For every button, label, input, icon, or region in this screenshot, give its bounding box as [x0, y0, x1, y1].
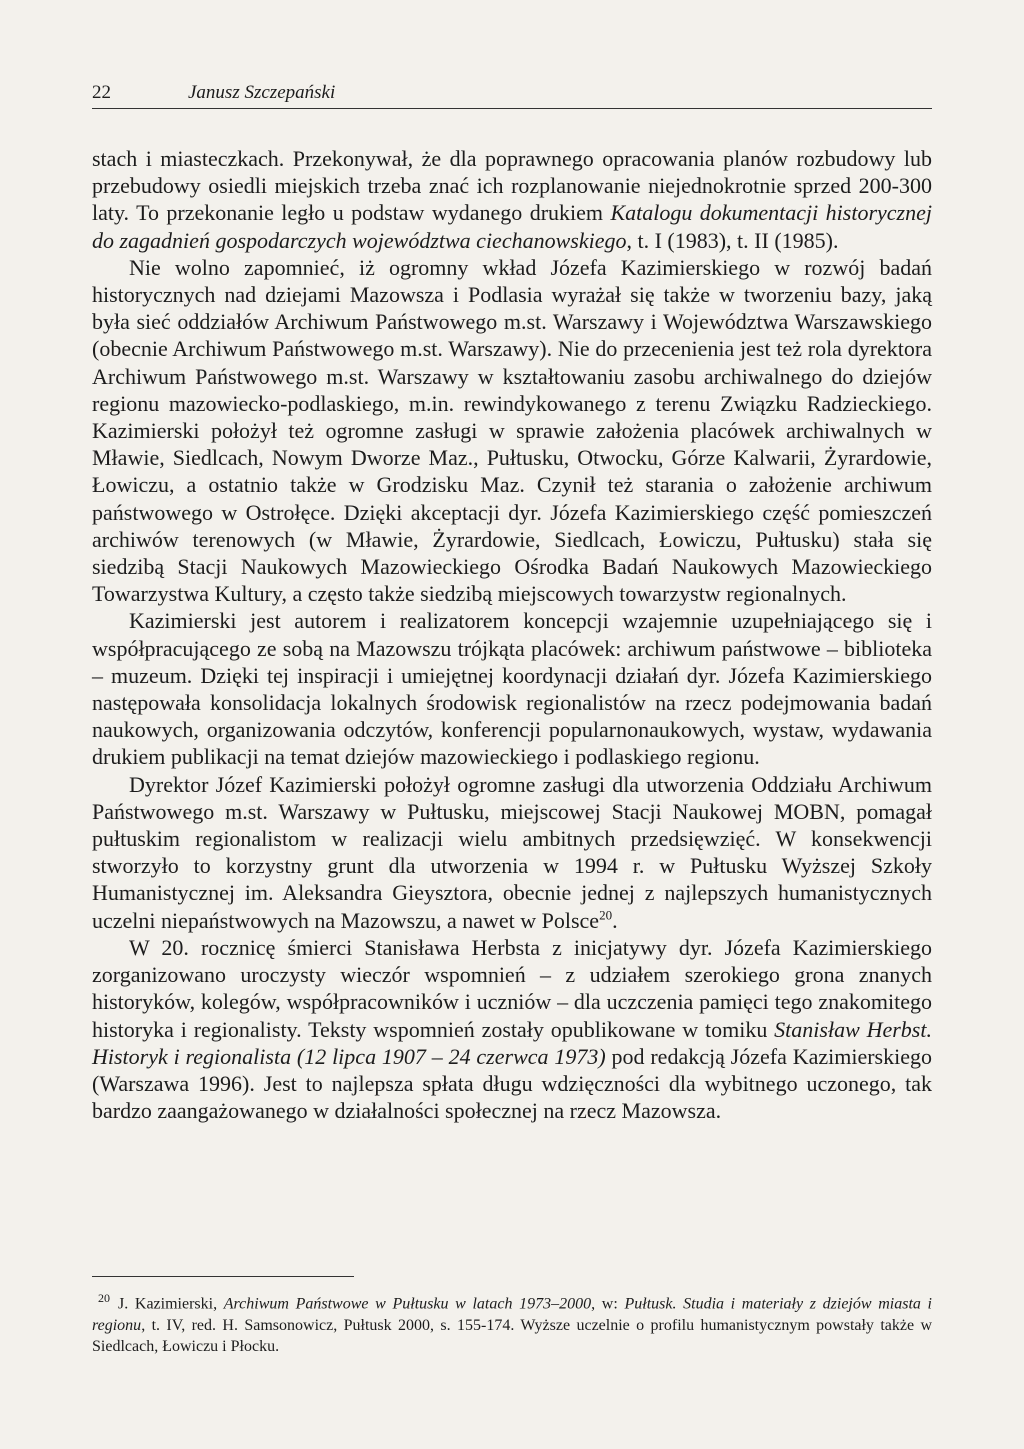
running-header — [92, 68, 932, 109]
footnote-text-a: J. Kazimierski, — [118, 1295, 224, 1313]
paragraph-5 — [92, 934, 932, 1124]
footnote-number: 20 — [98, 1291, 110, 1305]
paragraph-1-italic-title: Katalogu dokumentacji historycznej do zagadnień gospodarczych województwa ciechanowskiego — [92, 200, 932, 253]
paragraph-3: Kazimierski jest autorem i realizatorem koncepcji wzajemnie uzupełniającego się i współpracującego ze sobą na Mazowszu trójkąta placówek: archiwum państwowe – biblioteka – muzeum. Dzięki tej inspiracji i umiejętnej koordynacji działań dyr. Józefa Kazimierskiego następowała konsolidacja lokalnych środowisk regionalistów na rzecz podejmowania badań naukowych, organizowania odczytów, konferencji popularnonaukowych, wystaw, wydawania drukiem publikacji na temat dziejów mazowieckiego i podlaskiego regionu. — [92, 608, 932, 770]
paragraph-5-text-b: pod redakcją Józefa Kazimierskiego (Warszawa 1996). Jest to najlepsza spłata długu wdzięczności dla wybitnego uczonego, tak bardzo zaangażowanego w działalności społecznej na rzecz Mazowsza. — [92, 1043, 932, 1124]
paragraph-1-text-b: , t. I (1983), t. II (1985). — [626, 227, 839, 253]
page-number: 22 — [92, 82, 111, 103]
paragraph-1-text-a: stach i miasteczkach. Przekonywał, że dla poprawnego opracowania planów rozbudowy lub przebudowy osiedli miejskich trzeba znać ich rozplanowanie niejednokrotnie sprzed 200-300 laty. To przekonanie legło u podstaw wydanego drukiem — [92, 146, 932, 226]
running-header-author: Janusz Szczepański — [188, 82, 336, 103]
footnote-text-b: , w: — [591, 1295, 625, 1313]
footnote-reference[interactable]: 20 — [599, 907, 613, 923]
footnote-text-c: , t. IV, red. H. Samsonowicz, Pułtusk 2000, s. 155-174. Wyższe uczelnie o profilu humanistycznym powstały także w Siedlcach, Łowiczu i Płocku. — [92, 1316, 932, 1356]
paragraph-2: Nie wolno zapomnieć, iż ogromny wkład Józefa Kazimierskiego w rozwój badań historycznych nad dziejami Mazowsza i Podlasia wyrażał się także w tworzeniu bazy, jaką była sieć oddziałów Archiwum Państwowego m.st. Warszawy i Województwa Warszawskiego (obecnie Archiwum Państwowego m.st. Warszawy). Nie do przecenienia jest też rola dyrektora Archiwum Państwowego m.st. Warszawy w kształtowaniu zasobu archiwalnego do dziejów regionu mazowiecko-podlaskiego, m.in. rewindykowanego z terenu Związku Radzieckiego. Kazimierski położył też ogromne zasługi w sprawie założenia placówek archiwalnych w Mławie, Siedlcach, Nowym Dworze Maz., Pułtusku, Otwocku, Górze Kalwarii, Żyrardowie, Łowiczu, a ostatnio także w Grodzisku Maz. Czynił też starania o założenie archiwum państwowego w Ostrołęce. Dzięki akceptacji dyr. Józefa Kazimierskiego część pomieszczeń archiwów terenowych (w Mławie, Żyrardowie, Siedlcach, Łowiczu, Pułtusku) stała się siedzibą Stacji Naukowych Mazowieckiego Ośrodka Badań Naukowych Mazowieckiego Towarzystwa Kultury, a często także siedzibą miejscowych towarzystw regionalnych. — [92, 254, 932, 607]
paragraph-4 — [92, 771, 932, 934]
footnote-italic-b: Pułtusk. Studia i materiały z dziejów miasta i regionu — [92, 1295, 932, 1334]
footnotes — [92, 1288, 932, 1358]
paragraph-5-text-a: W 20. rocznicę śmierci Stanisława Herbsta z inicjatywy dyr. Józefa Kazimierskiego zorganizowano uroczysty wieczór wspomnień – z udziałem szerokiego grona znanych historyków, kolegów, współpracowników i uczniów – dla uczczenia pamięci tego znakomitego historyka i regionalisty. Teksty wspomnień zostały opublikowane w tomiku — [92, 934, 932, 1042]
paragraph-4-text: Dyrektor Józef Kazimierski położył ogromne zasługi dla utworzenia Oddziału Archiwum Państwowego m.st. Warszawy w Pułtusku, miejscowej Stacji Naukowej MOBN, pomagał pułtuskim regionalistom w realizacji wielu ambitnych przedsięwzięć. W konsekwencji stworzyło to korzystny grunt dla utworzenia w 1994 r. w Pułtusku Wyższej Szkoły Humanistycznej im. Aleksandra Gieysztora, obecnie jednej z najlepszych humanistycznych uczelni niepaństwowych na Mazowszu, a nawet w Polsce — [92, 771, 932, 933]
paragraph-4-end: . — [612, 907, 618, 933]
footnote-separator — [92, 1276, 354, 1277]
body-text — [92, 145, 932, 1124]
paragraph-5-italic-title: Stanisław Herbst. Historyk i regionalista (12 lipca 1907 – 24 czerwca 1973) — [92, 1016, 932, 1069]
paragraph-1 — [92, 145, 932, 254]
footnote-italic-a: Archiwum Państwowe w Pułtusku w latach 1973–2000 — [223, 1295, 592, 1313]
